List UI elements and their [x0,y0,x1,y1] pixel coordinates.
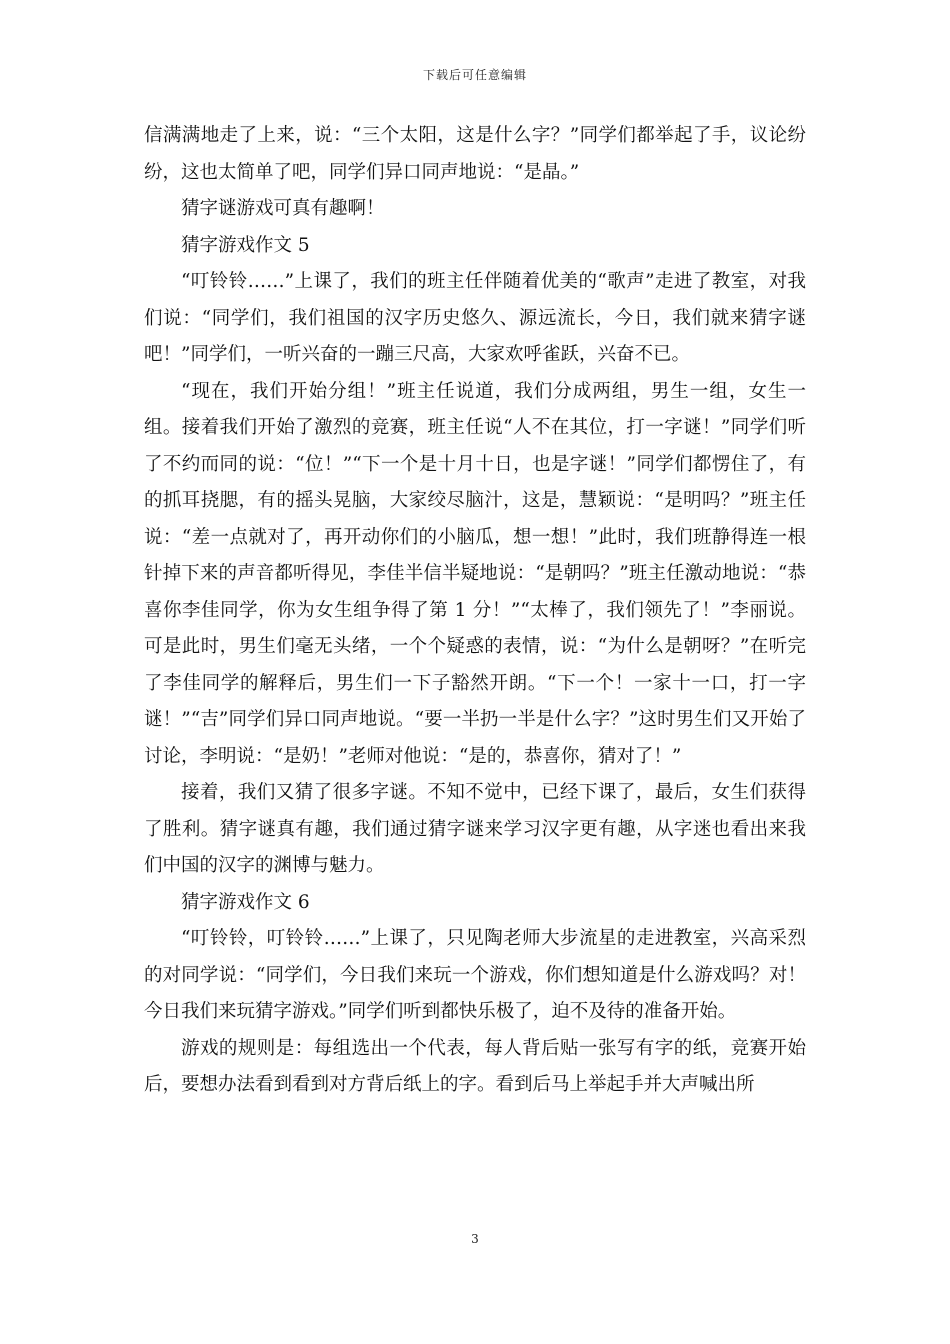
page-header: 下载后可任意编辑 [422,68,527,82]
paragraph-continuation: 信满满地走了上来，说：“三个太阳，这是什么字？”同学们都举起了手，议论纷纷，这也太简单了吧，同学们异口同声地说：“是晶。” [144,125,806,183]
paragraph: 接着，我们又猜了很多字谜。不知不觉中，已经下课了，最后，女生们获得了胜利。猜字谜真有趣，我们通过猜字谜来学习汉字更有趣，从字迷也看出来我们中国的汉字的渊博与魅力。 [144,782,806,876]
paragraph: “叮铃铃，叮铃铃……”上课了，只见陶老师大步流星的走进教室，兴高采烈的对同学说：“同学们，今日我们来玩一个游戏，你们想知道是什么游戏吗？对！今日我们来玩猜字游戏。”同学们听到都快乐极了，迫不及待的准备开始。 [144,928,806,1022]
section-heading: 猜字游戏作文 5 [181,234,310,256]
document-body [144,118,806,1104]
page-number: 3 [471,1232,479,1246]
paragraph: “现在，我们开始分组！”班主任说道，我们分成两组，男生一组，女生一组。接着我们开始了激烈的竞赛，班主任说“人不在其位，打一字谜！”同学们听了不约而同的说：“位！”“下一个是十月十日，也是字谜！”同学们都愣住了，有的抓耳挠腮，有的摇头晃脑，大家绞尽脑汁，这是，慧颖说：“是明吗？”班主任说：“差一点就对了，再开动你们的小脑瓜，想一想！”此时，我们班静得连一根针掉下来的声音都听得见，李佳半信半疑地说：“是朝吗？”班主任激动地说：“恭喜你李佳同学，你为女生组争得了第 1 分！”“太棒了，我们领先了！”李丽说。可是此时，男生们毫无头绪，一个个疑惑的表情，说：“为什么是朝呀？”在听完了李佳同学的解释后，男生们一下子豁然开朗。“下一个！一家十一口，打一字谜！”“吉”同学们异口同声地说。“要一半扔一半是什么字？”这时男生们又开始了讨论，李明说：“是奶！”老师对他说：“是的，恭喜你，猜对了！” [144,380,806,767]
section-heading: 猜字游戏作文 6 [181,891,310,913]
paragraph: 猜字谜游戏可真有趣啊！ [181,198,385,219]
paragraph: “叮铃铃……”上课了，我们的班主任伴随着优美的“歌声”走进了教室，对我们说：“同学们，我们祖国的汉字历史悠久、源远流长，今日，我们就来猜字谜吧！”同学们，一听兴奋的一蹦三尺高，大家欢呼雀跃，兴奋不已。 [144,271,806,365]
paragraph: 游戏的规则是：每组选出一个代表，每人背后贴一张写有字的纸，竞赛开始后，要想办法看到看到对方背后纸上的字。看到后马上举起手并大声喊出所 [144,1037,806,1095]
